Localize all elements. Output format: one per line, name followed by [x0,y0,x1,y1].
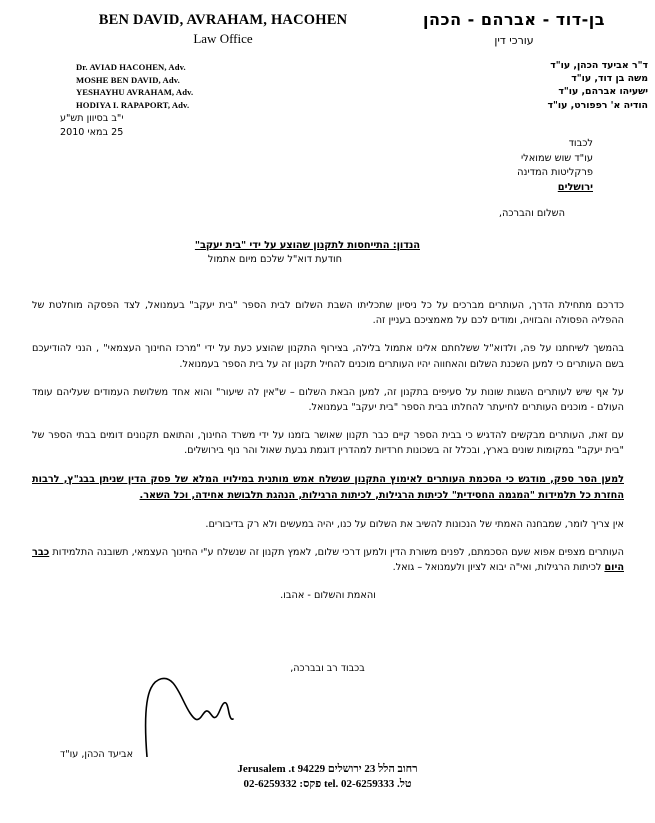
firm-name-english: BEN DAVID, AVRAHAM, HACOHEN [98,12,348,28]
paragraph-7-pre: העותרים מצפים אפוא שעם הסכמתם, לפנים משורת הדין ולמען דרכי שלום, לאמץ תקנון זה שנשלח ע"י החינוך העצמאי, תשובנה התלמידות [49,546,624,558]
attorney-name-en: MOSHE BEN DAVID, Adv. [76,74,180,85]
hebrew-date: י"ב בסיוון תש"ע [60,113,124,124]
signature-name: אביעד הכהן, עו"ד [60,749,133,760]
recipient-city: ירושלים [557,181,593,193]
recipient-to-label: לכבוד [568,138,593,149]
gregorian-date: 25 במאי 2010 [60,127,124,138]
paragraph-7-post: לכיתות הרגילות, ואי"ה יבוא לציון ולעמנואל – גואל. [392,562,605,574]
date-block [60,112,250,140]
recipient-block [517,137,593,195]
attorney-list-english [76,61,193,111]
recipient-name: עו"ד שוש שמואלי [520,152,593,164]
attorney-name-he: הודיה א' רפפורט, עו"ד [547,99,648,111]
footer-contact-block [0,762,655,791]
footer-address: רחוב הלל 23 ירושלים 94229 Jerusalem .t [237,763,418,775]
body-closing-motto: והאמת והשלום - אהבו. [280,590,376,602]
firm-subtitle-english: Law Office [193,31,253,46]
firm-name-hebrew: בן-דוד - אברהם - הכהן [423,10,605,29]
body-paragraph-7 [32,545,624,575]
letterhead [0,8,655,123]
body-paragraph-4: עם זאת, העותרים מבקשים להדגיש כי בבית הספר קיים כבר תקנון שאושר בזמנו על ידי משרד החינוך, והתואם תקנונים דומים בבתי הספר של "בית יעקב" במקומות שונים בארץ, ובכלל זה בשכונות חרדיות למהדרין דוגמת גבעת שאול והר נוף בירושלים. [32,430,624,457]
attorney-name-he: ישעיהו אברהם, עו"ד [558,86,648,98]
body-paragraph-3: על אף שיש לעותרים השגות שונות על סעיפים בתקנון זה, למען הבאת השלום – ש"אין לה שיעור" והוא אחד משלושת העמודים שעליהם עומד העולם - מוכנים העותרים לחיעתר להחלתו בבית הספר "בית יעקב" בעמנואל. [32,386,624,414]
subject-block [0,240,655,265]
subject-line: הנדון: התייחסות לתקנון שהוצע על ידי "בית יעקב" [194,240,420,251]
body-paragraph-emphasized: למען הסר ספק, מודגש כי הסכמת העותרים לאימוץ התקנון שנשלח אמש מותנית במילויו המלא של פסק הדין שניתן בבג"ץ, לרבות החזרת כל תלמידות "המגמה החסידית" לכיתות הרגילות, לכיתות הרגילות, הנהגת תלבושת אחידה, וכל השאר. [32,473,624,501]
greeting-line: השלום והברכה, [498,208,565,219]
handwritten-signature [118,672,248,757]
subject-subtitle: חודעת דוא"ל שלכם מיום אתמול [207,254,343,265]
paragraph-7-emphasis: כבר היום [32,546,624,574]
regards-line: בכבוד רב ובברכה, [290,663,365,674]
body-paragraph-1: כדרכם מתחילת הדרך, העותרים מברכים על כל ניסיון שתכליתו השבת השלום לבית הספר "בית יעקב" בעמנואל, לצד הפסקה מוחלטת של ההפליה הפסולה והבזויה, ומודים לכם על מאמציכם בעניין זה. [32,300,624,327]
body-paragraph-2: בהמשך לשיחתנו על פה, ולדוא"ל ששלחתם אלינו אתמול בלילה, בצירוף התקנון שהוצע כעת על ידי "מרכז החינוך העצמאי" , הנני להודיעכם בשם העותרים כי למען השכנת השלום והאחווה יהיו העותרים מוכנים להחיל תקנון זה על בית הספר בעמנואל. [32,343,624,370]
attorney-name-he: משה בן דוד, עו"ד [571,73,648,85]
firm-subtitle-hebrew: עורכי דין [494,34,534,47]
letter-body [32,298,624,616]
body-paragraph-6: אין צריך לומר, שמבחנה האמתי של הנכונות להשיב את השלום על כנו, יהיה במעשים ולא רק בדיבורים. [205,518,624,530]
attorney-name-en: HODIYA I. RAPAPORT, Adv. [76,99,190,110]
footer-phone: טל. tel. 02-6259333 פקס: 02-6259332 [243,777,412,790]
recipient-organization: פרקליטות המדינה [517,167,593,179]
attorney-list-hebrew [400,59,648,112]
attorney-name-he: ד"ר אביעד הכהן, עו"ד [550,60,648,71]
attorney-name-en: Dr. AVIAD HACOHEN, Adv. [76,62,186,72]
attorney-name-en: YESHAYHU AVRAHAM, Adv. [76,87,194,98]
